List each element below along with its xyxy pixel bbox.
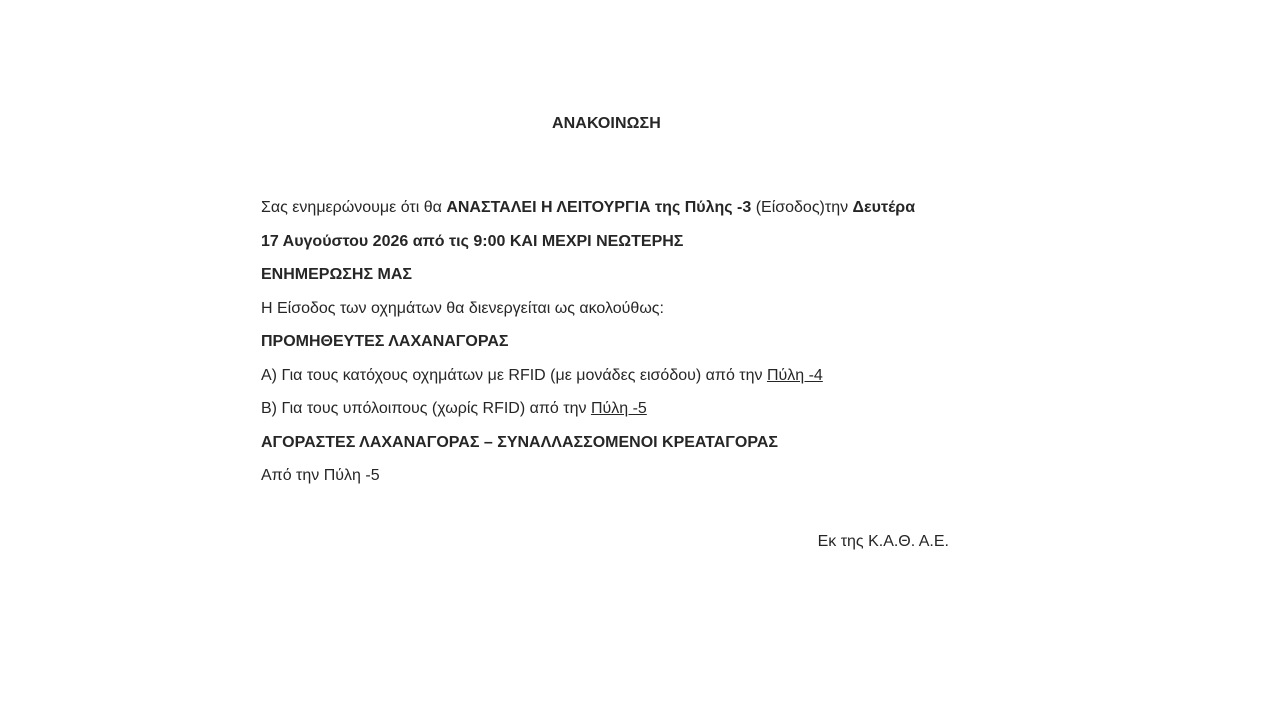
- announcement-title: ΑΝΑΚΟΙΝΩΣΗ: [552, 115, 661, 132]
- section-heading-buyers: ΑΓΟΡΑΣΤΕΣ ΛΑΧΑΝΑΓΟΡΑΣ – ΣΥΝΑΛΛΑΣΣΟΜΕΝΟΙ ΚΡΕΑΤΑΓΟΡΑΣ: [261, 433, 778, 451]
- line1-text-b: (Είσοδος)την: [751, 199, 853, 216]
- announcement-body: [261, 197, 961, 499]
- section-heading-suppliers: ΠΡΟΜΗΘΕΥΤΕΣ ΛΑΧΑΝΑΓΟΡΑΣ: [261, 333, 509, 350]
- body-line-2-date: 17 Αυγούστου 2026 από τις 9:00 ΚΑΙ ΜΕΧΡΙ ΝΕΩΤΕΡΗΣ: [261, 232, 684, 250]
- body-line-3: ΕΝΗΜΕΡΩΣΗΣ ΜΑΣ: [261, 266, 412, 283]
- body-line-option-b: [261, 398, 961, 432]
- body-line-option-a: [261, 365, 961, 399]
- body-line-4: Η Είσοδος των οχημάτων θα διενεργείται ως ακολούθως:: [261, 299, 664, 317]
- body-line-1: [261, 197, 961, 231]
- option-a-gate: Πύλη -4: [766, 366, 823, 384]
- line1-day: Δευτέρα: [852, 199, 916, 216]
- option-b-text: Β) Για τους υπόλοιπους (χωρίς RFID) από την: [261, 400, 591, 417]
- body-line-buyers-gate: Από την Πύλη -5: [261, 467, 380, 484]
- line1-text-a: Σας ενημερώνουμε ότι θα: [261, 199, 447, 216]
- signature: Εκ της Κ.Α.Θ. Α.Ε.: [817, 533, 949, 550]
- line1-suspension-notice: ΑΝΑΣΤΑΛΕΙ Η ΛΕΙΤΟΥΡΓΙΑ της Πύλης -3: [446, 199, 752, 216]
- option-b-gate: Πύλη -5: [590, 400, 647, 417]
- option-a-text: Α) Για τους κατόχους οχημάτων με RFID (με μονάδες εισόδου) από την: [261, 366, 767, 384]
